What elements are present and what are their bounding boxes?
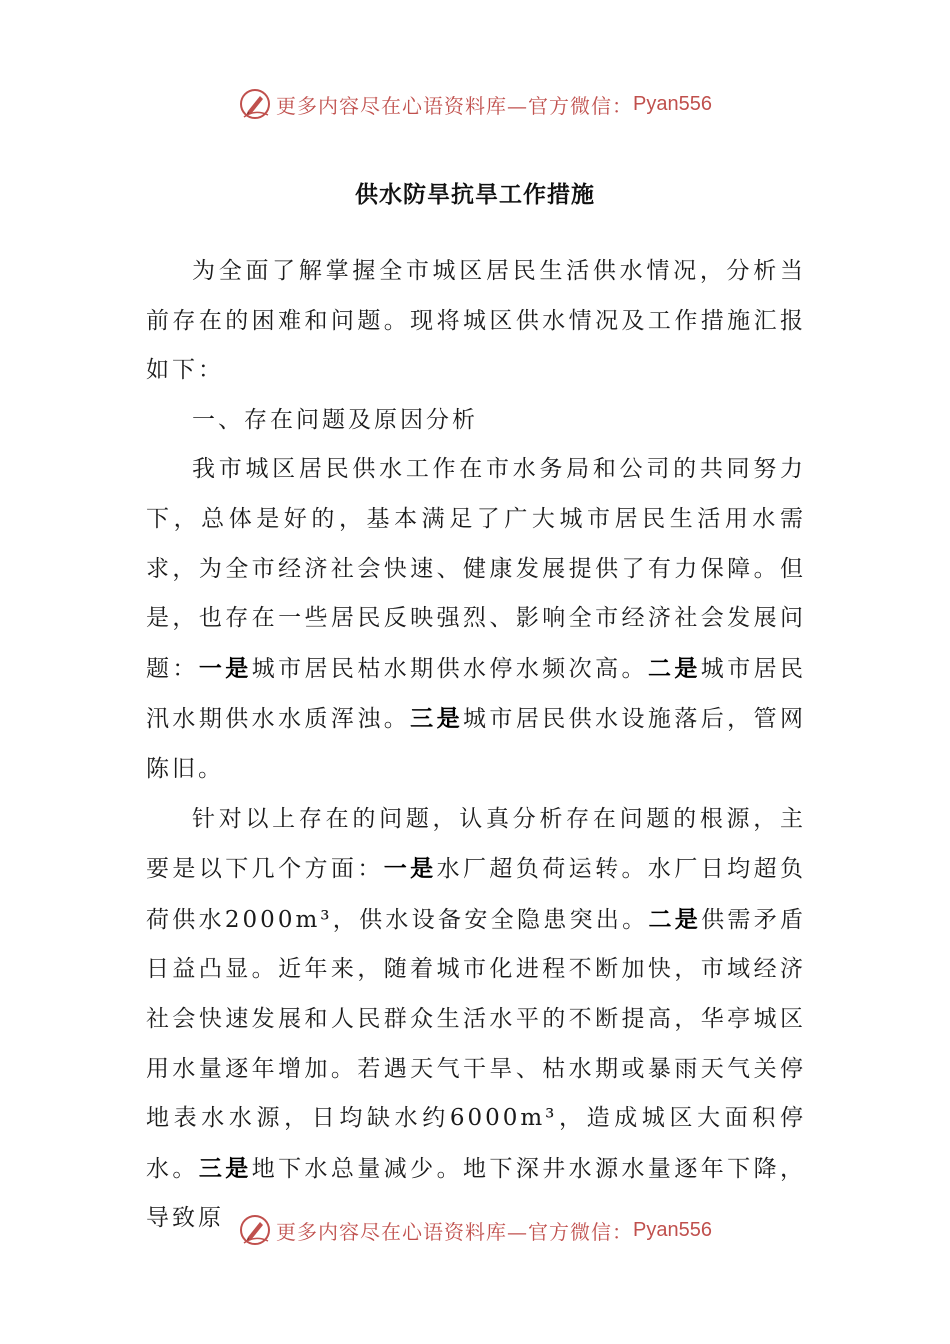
paragraph-lead: 针对以上存在的问题，认真分析存在问题的根源，主要是以下几个方面： xyxy=(146,805,806,883)
watermark-handle: Pyan556 xyxy=(633,1218,712,1241)
section-heading: 一、存在问题及原因分析 xyxy=(192,406,478,433)
intro-paragraph: 为全面了解掌握全市城区居民生活供水情况，分析当前存在的困难和问题。现将城区供水情况及工作措施汇报如下： xyxy=(146,258,806,384)
point-label: 二是 xyxy=(648,905,702,933)
point-label: 一是 xyxy=(383,855,437,883)
point-text: 供需矛盾日益凸显。近年来，随着城市化进程不断加快，市域经济社会快速发展和人民群众生活水平的不断提高，华亭城区用水量逐年增加。若遇天气干旱、枯水期或暴雨天气关停地表水水源，日均缺水约6000m³，造成城区大面积停水。 xyxy=(146,906,807,1182)
document-body xyxy=(146,247,806,1244)
problems-paragraph xyxy=(146,445,806,794)
point-label: 二是 xyxy=(647,654,701,682)
point-text: 城市居民汛水期供水水质浑浊。 xyxy=(146,655,807,733)
document-title: 供水防旱抗旱工作措施 xyxy=(355,181,595,208)
point-label: 三是 xyxy=(198,1154,252,1182)
point-text: 城市居民枯水期供水停水频次高。 xyxy=(251,655,648,682)
point-text: 地下水总量减少。地下深井水源水量逐年下降，导致原 xyxy=(146,1155,807,1232)
point-text: 水厂超负荷运转。水厂日均超负荷供水2000m³，供水设备安全隐患突出。 xyxy=(146,856,807,933)
point-label: 一是 xyxy=(198,654,252,682)
pen-logo-icon xyxy=(238,1213,272,1247)
watermark-handle: Pyan556 xyxy=(633,92,712,115)
watermark-footer xyxy=(0,1210,950,1250)
watermark-text: 更多内容尽在心语资料库—官方微信： xyxy=(276,1219,634,1244)
watermark-header xyxy=(0,84,950,124)
point-text: 城市居民供水设施落后，管网陈旧。 xyxy=(146,706,807,782)
pen-logo-icon xyxy=(238,87,272,121)
causes-paragraph xyxy=(146,795,806,1244)
watermark-text: 更多内容尽在心语资料库—官方微信： xyxy=(276,93,634,118)
paragraph-lead: 我市城区居民供水工作在市水务局和公司的共同努力下，总体是好的，基本满足了广大城市居民生活用水需求，为全市经济社会快速、健康发展提供了有力保障。但是，也存在一些居民反映强烈、影响全市经济社会发展问题： xyxy=(146,456,806,682)
point-label: 三是 xyxy=(410,705,464,733)
